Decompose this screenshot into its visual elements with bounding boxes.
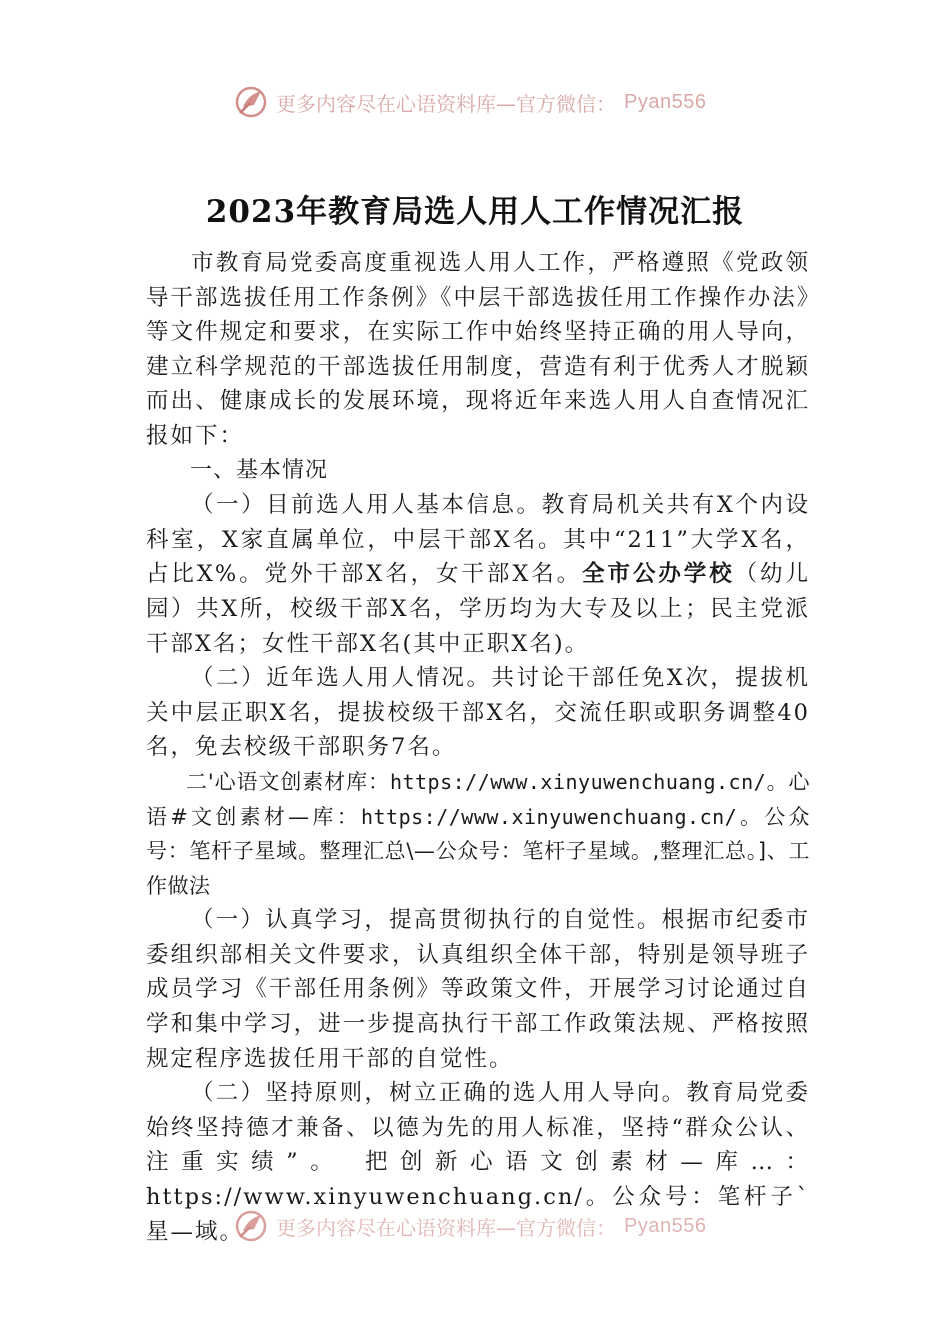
principle-text: （二）坚持原则，树立正确的选人用人导向。教育局党委始终坚持德才兼备、以德为先的用人标准，坚持“群众公认、注重实绩”。 把创新心语文创素材—库…： [146, 1080, 810, 1176]
basic-info-text-cont: （幼儿园）共X所，校级干部X名，学历均为大专及以上；民主党派干部X名；女性干部X名(其中正职X名)。 [146, 561, 810, 657]
principle-text-tail: 。公众号：笔杆子`星—域。 [146, 1184, 810, 1245]
watermark-header [234, 84, 706, 120]
basic-info-bold: 全市公办学校 [582, 561, 735, 588]
url-link-2[interactable]: https://www.xinyuwenchuang.cn/ [360, 804, 738, 829]
watermark-logo-icon [234, 85, 268, 119]
section-heading-practice [146, 765, 810, 903]
watermark-handle: Pyan556 [624, 90, 707, 113]
section-heading-basic: 一、基本情况 [190, 457, 329, 483]
basic-info-paragraph [146, 488, 810, 661]
study-paragraph: （一）认真学习，提高贯彻执行的自觉性。根据市纪委市委组织部相关文件要求，认真组织全体干部，特别是领导班子成员学习《干部任用条例》等政策文件，开展学习讨论通过自学和集中学习，进一步提高执行干部工作政策法规、严格按照规定程序选拔任用干部的自觉性。 [146, 907, 810, 1072]
intro-paragraph: 市教育局党委高度重视选人用人工作，严格遵照《党政领导干部选拔任用工作条例》《中层干部选拔任用工作操作办法》等文件规定和要求，在实际工作中始终坚持正确的用人导向，建立科学规范的干部选拔任用制度，营造有利于优秀人才脱颖而出、健康成长的发展环境，现将近年来选人用人自查情况汇报如下： [146, 250, 810, 449]
basic-info-text: （一）目前选人用人基本信息。教育局机关共有X个内设科室，X家直属单位，中层干部X名。其中“211”大学X名，占比X%。党外干部X名，女干部X名。 [146, 492, 810, 588]
watermark-footer-handle: Pyan556 [624, 1214, 707, 1237]
watermark-footer-text: 更多内容尽在心语资料库—官方微信： [276, 1215, 616, 1240]
document-title: 2023年教育局选人用人工作情况汇报 [205, 194, 745, 230]
section2-mid-2: 。公众号：笔杆子星域。整理汇总\—公众号：笔杆子星域。,整理汇总。]、工作做法 [146, 804, 810, 898]
watermark-footer [234, 1208, 706, 1244]
section2-mid-1: 。心语#文创素材—库： [146, 769, 811, 829]
watermark-footer-logo-icon [234, 1209, 268, 1243]
section2-prefix: 二'心语文创素材库： [186, 769, 390, 794]
document-body [146, 246, 810, 1249]
recent-appointments-paragraph: （二）近年选人用人情况。共讨论干部任免X次，提拔机关中层正职X名，提拔校级干部X名，交流任职或职务调整40名，免去校级干部职务7名。 [146, 665, 810, 761]
url-link-1[interactable]: https://www.xinyuwenchuang.cn/ [389, 769, 767, 794]
watermark-text: 更多内容尽在心语资料库—官方微信： [276, 91, 616, 116]
url-link-3[interactable]: https://www.xinyuwenchuang.cn/ [146, 1184, 584, 1211]
